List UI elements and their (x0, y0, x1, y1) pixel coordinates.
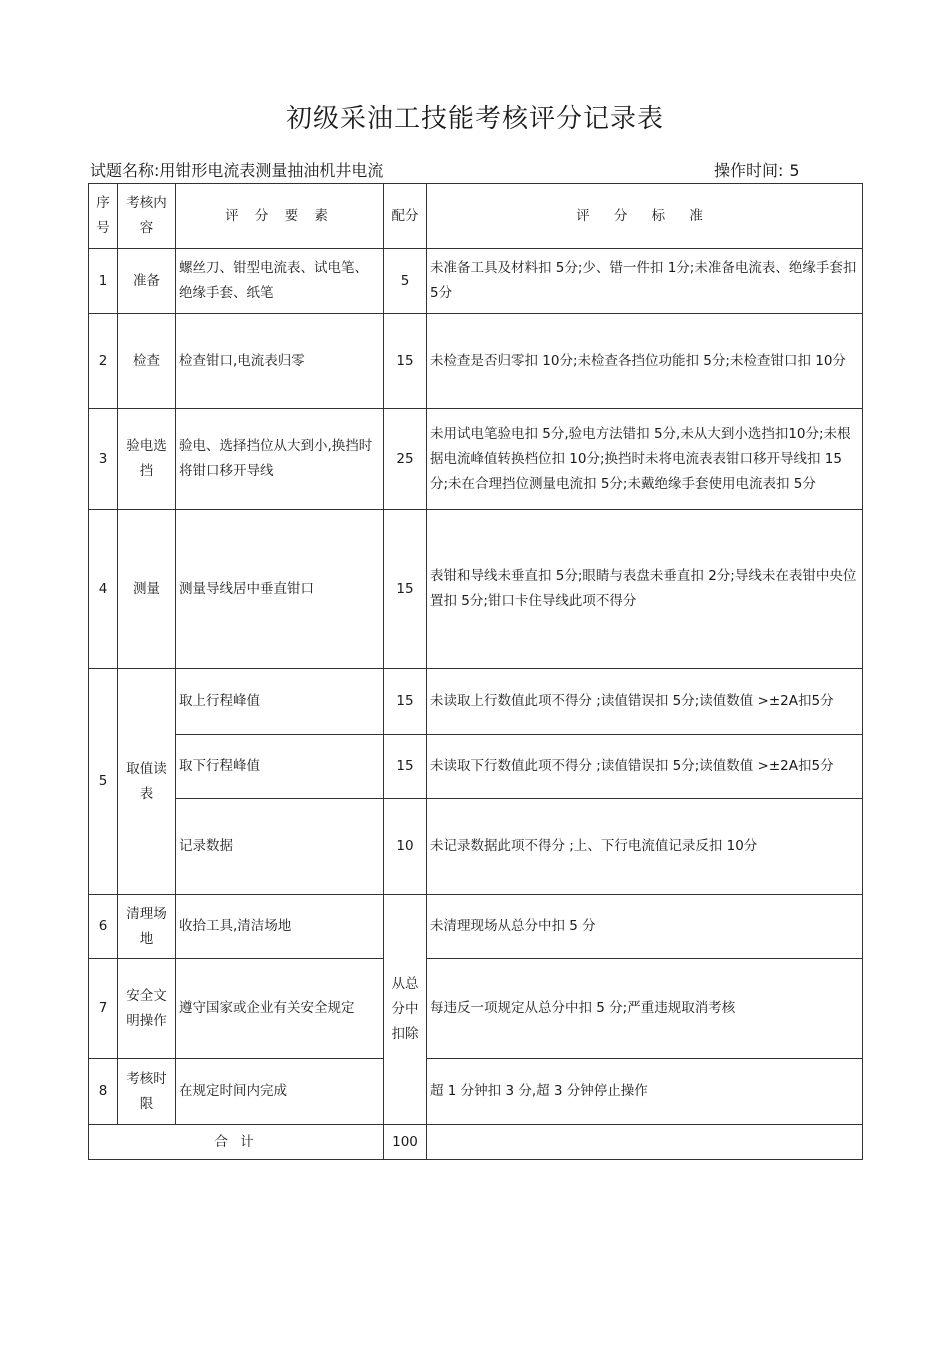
row-content: 准备 (118, 249, 176, 314)
subject-line (90, 158, 383, 181)
table-row (89, 510, 863, 669)
row-points: 15 (384, 735, 427, 799)
row-seq: 5 (89, 669, 118, 895)
row-points: 5 (384, 249, 427, 314)
row-standard: 未读取下行数值此项不得分 ;读值错误扣 5分;读值数值 >±2A扣5分 (427, 735, 863, 799)
row-element: 取上行程峰值 (176, 669, 384, 735)
table-row (89, 314, 863, 409)
header-standard: 评 分 标 准 (427, 184, 863, 249)
header-row (89, 184, 863, 249)
row-points: 10 (384, 799, 427, 895)
row-standard: 表钳和导线未垂直扣 5分;眼睛与表盘未垂直扣 2分;导线未在表钳中央位置扣 5分;钳口卡住导线此项不得分 (427, 510, 863, 669)
row-standard: 未清理现场从总分中扣 5 分 (427, 895, 863, 959)
row-seq: 2 (89, 314, 118, 409)
row-standard: 未准备工具及材料扣 5分;少、错一件扣 1分;未准备电流表、绝缘手套扣 5分 (427, 249, 863, 314)
score-table (88, 183, 863, 1160)
row-seq: 1 (89, 249, 118, 314)
row-seq: 6 (89, 895, 118, 959)
row-standard: 未读取上行数值此项不得分 ;读值错误扣 5分;读值数值 >±2A扣5分 (427, 669, 863, 735)
table-row (89, 959, 863, 1059)
time-value: 5 (789, 161, 800, 180)
table-row (89, 799, 863, 895)
total-label: 合 计 (89, 1125, 384, 1160)
row-element: 验电、选择挡位从大到小,换挡时将钳口移开导线 (176, 409, 384, 510)
header-content: 考核内容 (118, 184, 176, 249)
row-seq: 7 (89, 959, 118, 1059)
row-points: 15 (384, 669, 427, 735)
time-line (714, 158, 800, 181)
row-points: 15 (384, 314, 427, 409)
row-seq: 8 (89, 1059, 118, 1125)
time-label: 操作时间: (714, 161, 784, 180)
table-row (89, 895, 863, 959)
row-points: 25 (384, 409, 427, 510)
row-element: 测量导线居中垂直钳口 (176, 510, 384, 669)
row-element: 在规定时间内完成 (176, 1059, 384, 1125)
row-standard: 未检查是否归零扣 10分;未检查各挡位功能扣 5分;未检查钳口扣 10分 (427, 314, 863, 409)
header-elements: 评 分 要 素 (176, 184, 384, 249)
row-element: 记录数据 (176, 799, 384, 895)
row-content: 清理场地 (118, 895, 176, 959)
subject-label: 试题名称: (90, 161, 160, 180)
row-content: 安全文明操作 (118, 959, 176, 1059)
page-title: 初级采油工技能考核评分记录表 (285, 104, 664, 134)
row-seq: 3 (89, 409, 118, 510)
row-points: 15 (384, 510, 427, 669)
row-element: 遵守国家或企业有关安全规定 (176, 959, 384, 1059)
table-row (89, 735, 863, 799)
table-row (89, 669, 863, 735)
row-content: 测量 (118, 510, 176, 669)
row-content: 检查 (118, 314, 176, 409)
row-element: 检查钳口,电流表归零 (176, 314, 384, 409)
total-points: 100 (384, 1125, 427, 1160)
row-content: 验电选挡 (118, 409, 176, 510)
row-standard: 未用试电笔验电扣 5分,验电方法错扣 5分,未从大到小选挡扣10分;未根据电流峰值转换档位扣 10分;换挡时未将电流表表钳口移开导线扣 15分;未在合理挡位测量电流扣 5分;未戴绝缘手套使用电流表扣 5分 (427, 409, 863, 510)
row-standard: 未记录数据此项不得分 ;上、下行电流值记录反扣 10分 (427, 799, 863, 895)
row-standard: 超 1 分钟扣 3 分,超 3 分钟停止操作 (427, 1059, 863, 1125)
row-points-deduct: 从总分中扣除 (384, 895, 427, 1125)
table-row (89, 409, 863, 510)
header-seq: 序号 (89, 184, 118, 249)
row-content: 取值读表 (118, 669, 176, 895)
row-element: 收拾工具,清洁场地 (176, 895, 384, 959)
row-seq: 4 (89, 510, 118, 669)
subject-value: 用钳形电流表测量抽油机井电流 (159, 161, 384, 180)
row-standard: 每违反一项规定从总分中扣 5 分;严重违规取消考核 (427, 959, 863, 1059)
row-content: 考核时限 (118, 1059, 176, 1125)
header-points: 配分 (384, 184, 427, 249)
total-empty (427, 1125, 863, 1160)
row-element: 取下行程峰值 (176, 735, 384, 799)
row-element: 螺丝刀、钳型电流表、试电笔、绝缘手套、纸笔 (176, 249, 384, 314)
table-row (89, 1059, 863, 1125)
total-row (89, 1125, 863, 1160)
table-row (89, 249, 863, 314)
